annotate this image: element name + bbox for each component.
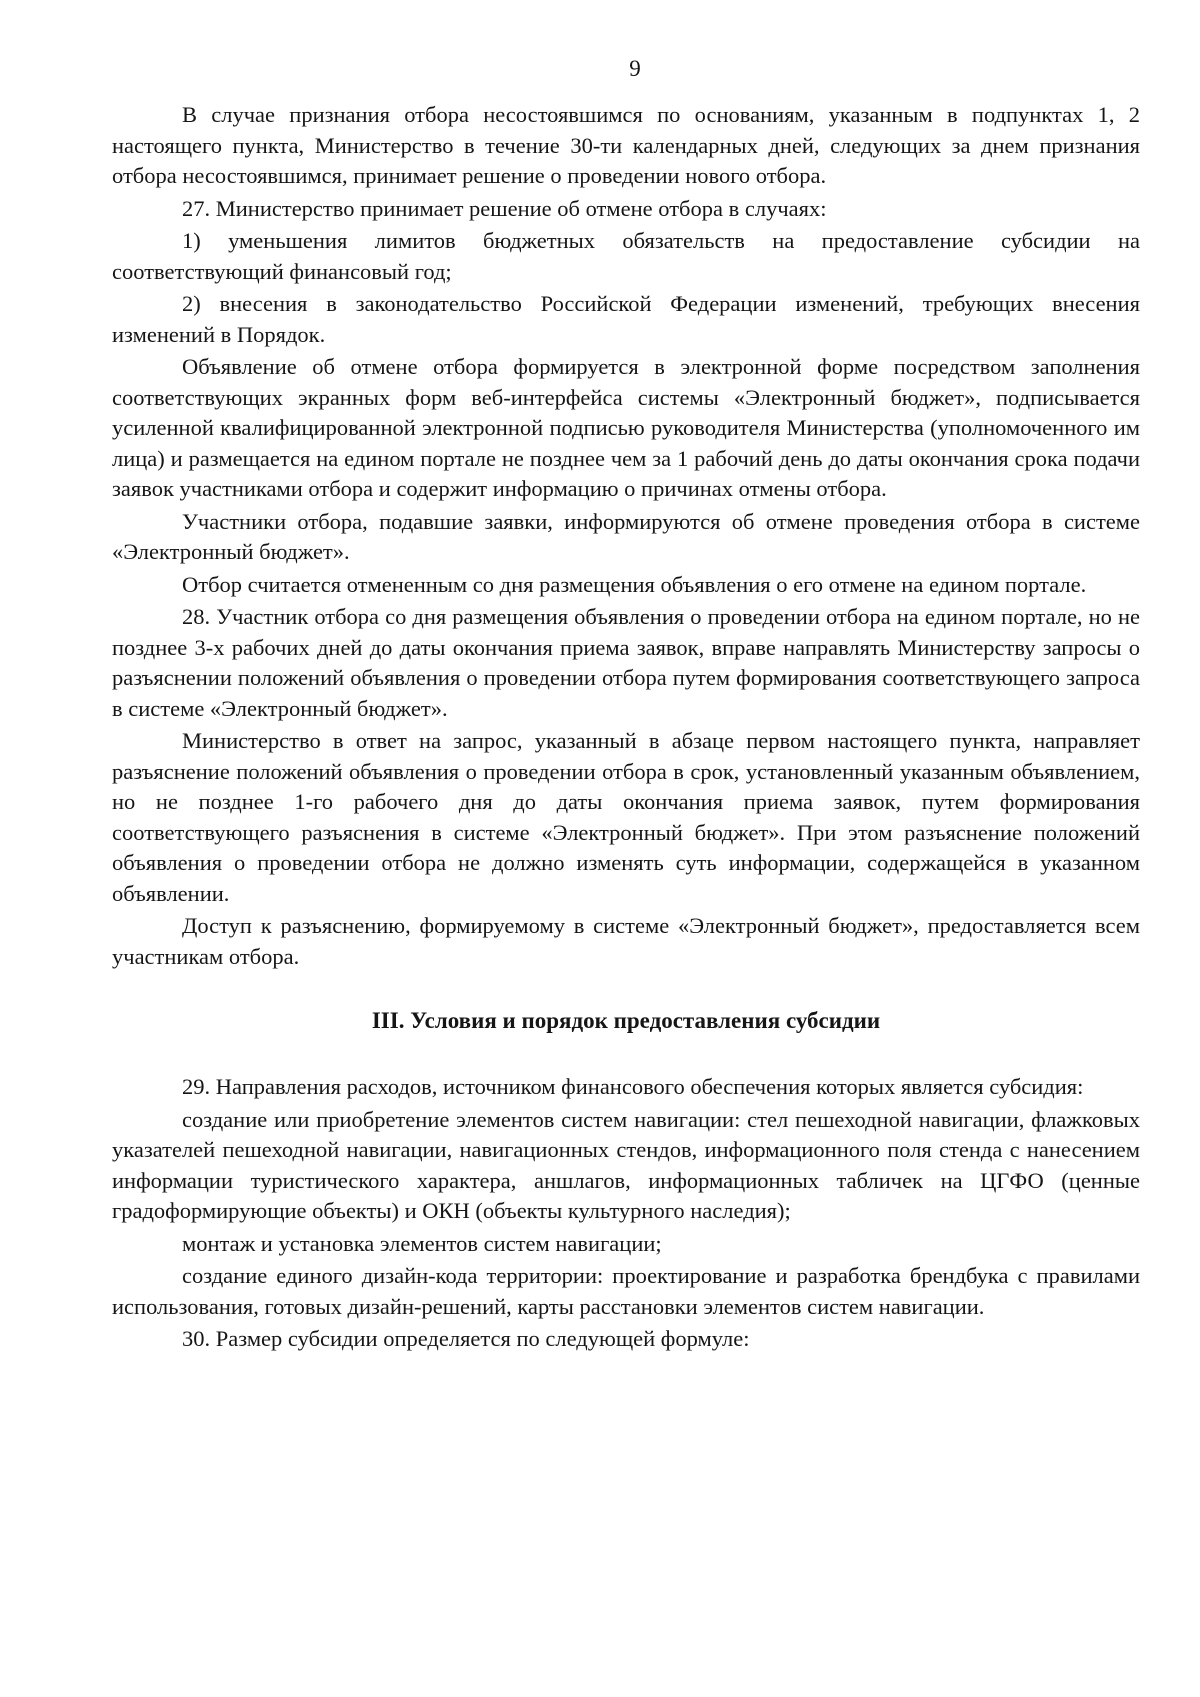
paragraph: Доступ к разъяснению, формируемому в системе «Электронный бюджет», предоставляется всем участникам отбора. bbox=[112, 913, 1140, 969]
paragraph: Объявление об отмене отбора формируется в электронной форме посредством заполнения соответствующих экранных форм веб-интерфейса системы «Электронный бюджет», подписывается усиленной квалифицированной электронной подписью руководителя Министерства (уполномоченного им лица) и размещается на едином портале не позднее чем за 1 рабочий день до даты окончания срока подачи заявок участниками отбора и содержит информацию о причинах отмены отбора. bbox=[112, 354, 1140, 501]
paragraph: создание единого дизайн-кода территории: проектирование и разработка брендбука с правилами использования, готовых дизайн-решений, карты расстановки элементов систем навигации. bbox=[112, 1263, 1140, 1319]
paragraph: 30. Размер субсидии определяется по следующей формуле: bbox=[182, 1326, 750, 1351]
paragraph: В случае признания отбора несостоявшимся по основаниям, указанным в подпунктах 1, 2 настоящего пункта, Министерство в течение 30-ти календарных дней, следующих за днем признания отбора несостоявшимся, принимает решение о проведении нового отбора. bbox=[112, 102, 1140, 188]
section-heading: III. Условия и порядок предоставления субсидии bbox=[371, 1008, 881, 1033]
paragraph: монтаж и установка элементов систем навигации; bbox=[182, 1230, 662, 1256]
paragraph: 1) уменьшения лимитов бюджетных обязательств на предоставление субсидии на соответствующий финансовый год; bbox=[112, 228, 1140, 284]
paragraph: создание или приобретение элементов систем навигации: стел пешеходной навигации, флажковых указателей пешеходной навигации, навигационных стендов, информационного поля стенда с нанесением информации туристического характера, аншлагов, информационных табличек на ЦГФО (ценные градоформирующие объекты) и ОКН (объекты культурного наследия); bbox=[112, 1106, 1140, 1223]
paragraph: 2) внесения в законодательство Российской Федерации изменений, требующих внесения изменений в Порядок. bbox=[112, 291, 1140, 347]
paragraph: Участники отбора, подавшие заявки, информируются об отмене проведения отбора в системе «Электронный бюджет». bbox=[112, 508, 1140, 564]
paragraph: 29. Направления расходов, источником финансового обеспечения которых является субсидия: bbox=[182, 1074, 1084, 1099]
paragraph: Министерство в ответ на запрос, указанный в абзаце первом настоящего пункта, направляет разъяснение положений объявления о проведении отбора в срок, установленный указанным объявлением, но не позднее 1-го рабочего дня до даты окончания приема заявок, путем формирования соответствующего разъяснения в системе «Электронный бюджет». При этом разъяснение положений объявления о проведении отбора не должно изменять суть информации, содержащейся в указанном объявлении. bbox=[112, 728, 1140, 906]
paragraph: 27. Министерство принимает решение об отмене отбора в случаях: bbox=[182, 195, 827, 221]
paragraph: 28. Участник отбора со дня размещения объявления о проведении отбора на едином портале, но не позднее 3-х рабочих дней до даты окончания приема заявок, вправе направлять Министерству запросы о разъяснении положений объявления о проведении отбора путем формирования соответствующего запроса в системе «Электронный бюджет». bbox=[112, 604, 1140, 721]
page-number: 9 bbox=[629, 56, 641, 81]
paragraph: Отбор считается отмененным со дня размещения объявления о его отмене на едином портале. bbox=[182, 571, 1087, 597]
document-body bbox=[112, 100, 1140, 1355]
